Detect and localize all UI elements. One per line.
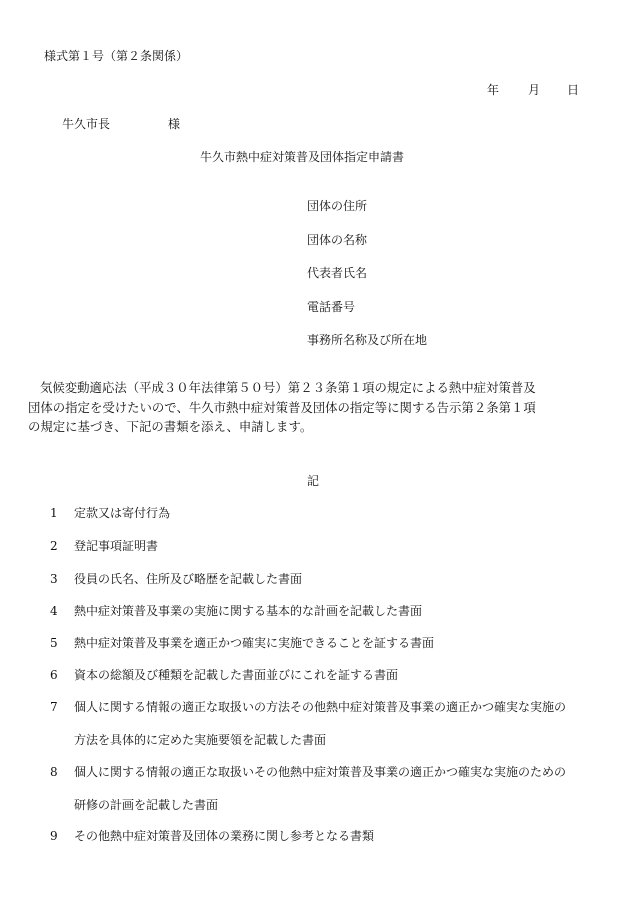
field-name: 団体の名称 [307, 233, 368, 247]
item-number: 7 [50, 700, 58, 714]
item-text: その他熱中症対策普及団体の業務に関し参考となる書類 [74, 829, 375, 843]
item-text: 熱中症対策普及事業を適正かつ確実に実施できることを証する書面 [74, 636, 435, 650]
item-text-continued: 方法を具体的に定めた実施要領を記載した書面 [74, 733, 327, 747]
form-label: 様式第１号（第２条関係） [44, 49, 189, 63]
item-number: 6 [50, 668, 58, 682]
body-paragraph [28, 378, 588, 437]
item-text: 個人に関する情報の適正な取扱いその他熱中症対策普及事業の適正かつ確実な実施のための [74, 765, 567, 779]
date-line [0, 82, 630, 98]
field-office: 事務所名称及び所在地 [307, 333, 428, 347]
ki-heading: 記 [307, 474, 320, 488]
body-line-3: の規定に基づき、下記の書類を添え、申請します。 [28, 419, 313, 434]
item-number: 8 [50, 765, 58, 779]
body-line-1: 気候変動適応法（平成３０年法律第５０号）第２３条第１項の規定による熱中症対策普及 [40, 380, 536, 395]
date-month-label: 月 [528, 83, 541, 97]
item-text: 定款又は寄付行為 [74, 506, 171, 520]
item-number: 4 [50, 604, 58, 618]
addressee-honorific: 様 [168, 117, 181, 131]
item-number: 9 [50, 829, 58, 843]
field-representative: 代表者氏名 [307, 266, 368, 280]
item-text: 役員の氏名、住所及び略歴を記載した書面 [74, 572, 303, 586]
item-text: 個人に関する情報の適正な取扱いの方法その他熱中症対策普及事業の適正かつ確実な実施の [74, 700, 567, 714]
item-text: 資本の総額及び種類を記載した書面並びにこれを証する書面 [74, 668, 399, 682]
field-phone: 電話番号 [307, 300, 356, 314]
date-year-label: 年 [487, 83, 500, 97]
body-line-2: 団体の指定を受けたいので、牛久市熱中症対策普及団体の指定等に関する告示第２条第１項 [28, 399, 536, 415]
item-number: 1 [50, 506, 58, 520]
field-address: 団体の住所 [307, 199, 368, 213]
item-number: 3 [50, 572, 58, 586]
item-number: 2 [50, 539, 58, 553]
item-text-continued: 研修の計画を記載した書面 [74, 798, 219, 812]
item-text: 熱中症対策普及事業の実施に関する基本的な計画を記載した書面 [74, 604, 423, 618]
document-title: 牛久市熱中症対策普及団体指定申請書 [200, 150, 405, 164]
addressee-name: 牛久市長 [62, 117, 111, 131]
item-number: 5 [50, 636, 58, 650]
item-text: 登記事項証明書 [74, 539, 159, 553]
date-day-label: 日 [567, 83, 580, 97]
